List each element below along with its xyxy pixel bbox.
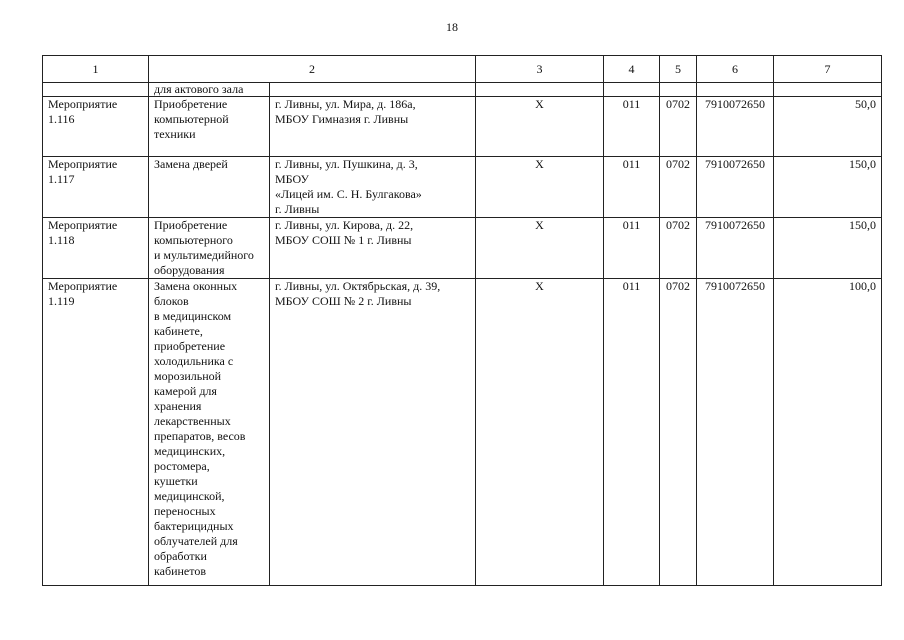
- cell-id: Мероприятие 1.117: [43, 157, 149, 218]
- table-row: [43, 218, 882, 279]
- cell-id: [43, 83, 149, 97]
- cell-c7: 150,0: [774, 157, 882, 218]
- cell-c4: [604, 83, 660, 97]
- cell-name: Замена дверей: [149, 157, 270, 218]
- cell-c3: Х: [476, 157, 604, 218]
- cell-id: Мероприятие 1.116: [43, 97, 149, 157]
- header-col-7: 7: [774, 56, 882, 83]
- cell-c5: 0702: [660, 218, 697, 279]
- header-col-1: 1: [43, 56, 149, 83]
- cell-c5: 0702: [660, 97, 697, 157]
- cell-c3: Х: [476, 279, 604, 586]
- cell-c5: 0702: [660, 157, 697, 218]
- cell-c7: 150,0: [774, 218, 882, 279]
- cell-c4: 011: [604, 279, 660, 586]
- cell-c7: 100,0: [774, 279, 882, 586]
- table-row-continuation: [43, 83, 882, 97]
- cell-c6: [697, 83, 774, 97]
- cell-address: г. Ливны, ул. Мира, д. 186а, МБОУ Гимназия г. Ливны: [270, 97, 476, 157]
- cell-c5: 0702: [660, 279, 697, 586]
- cell-id: Мероприятие 1.119: [43, 279, 149, 586]
- table-row: [43, 97, 882, 157]
- table-row: [43, 279, 882, 586]
- cell-c5: [660, 83, 697, 97]
- cell-c6: 7910072650: [697, 218, 774, 279]
- header-col-4: 4: [604, 56, 660, 83]
- table-row: [43, 157, 882, 218]
- cell-c6: 7910072650: [697, 97, 774, 157]
- cell-c7: 50,0: [774, 97, 882, 157]
- cell-name: для актового зала: [149, 83, 270, 97]
- cell-c6: 7910072650: [697, 279, 774, 586]
- table-header-row: [43, 56, 882, 83]
- cell-name: Приобретение компьютерного и мультимедийного оборудования: [149, 218, 270, 279]
- cell-id: Мероприятие 1.118: [43, 218, 149, 279]
- cell-c3: Х: [476, 97, 604, 157]
- cell-address: г. Ливны, ул. Кирова, д. 22, МБОУ СОШ № 1 г. Ливны: [270, 218, 476, 279]
- cell-c7: [774, 83, 882, 97]
- cell-address: [270, 83, 476, 97]
- cell-address: г. Ливны, ул. Пушкина, д. 3, МБОУ «Лицей им. С. Н. Булгакова» г. Ливны: [270, 157, 476, 218]
- cell-c4: 011: [604, 157, 660, 218]
- cell-name: Приобретение компьютерной техники: [149, 97, 270, 157]
- cell-c3: Х: [476, 218, 604, 279]
- cell-c6: 7910072650: [697, 157, 774, 218]
- cell-c3: [476, 83, 604, 97]
- header-col-3: 3: [476, 56, 604, 83]
- header-col-6: 6: [697, 56, 774, 83]
- cell-c4: 011: [604, 97, 660, 157]
- page-number: 18: [446, 20, 458, 34]
- header-col-2: 2: [149, 56, 476, 83]
- measures-table: [42, 55, 882, 586]
- cell-address: г. Ливны, ул. Октябрьская, д. 39, МБОУ СОШ № 2 г. Ливны: [270, 279, 476, 586]
- cell-name: Замена оконных блоков в медицинском кабинете, приобретение холодильника с морозильной камерой для хранения лекарственных препаратов, весов медицинских, ростомера, кушетки медицинской, переносных бактерицидных облучателей для обработки кабинетов: [149, 279, 270, 586]
- header-col-5: 5: [660, 56, 697, 83]
- cell-c4: 011: [604, 218, 660, 279]
